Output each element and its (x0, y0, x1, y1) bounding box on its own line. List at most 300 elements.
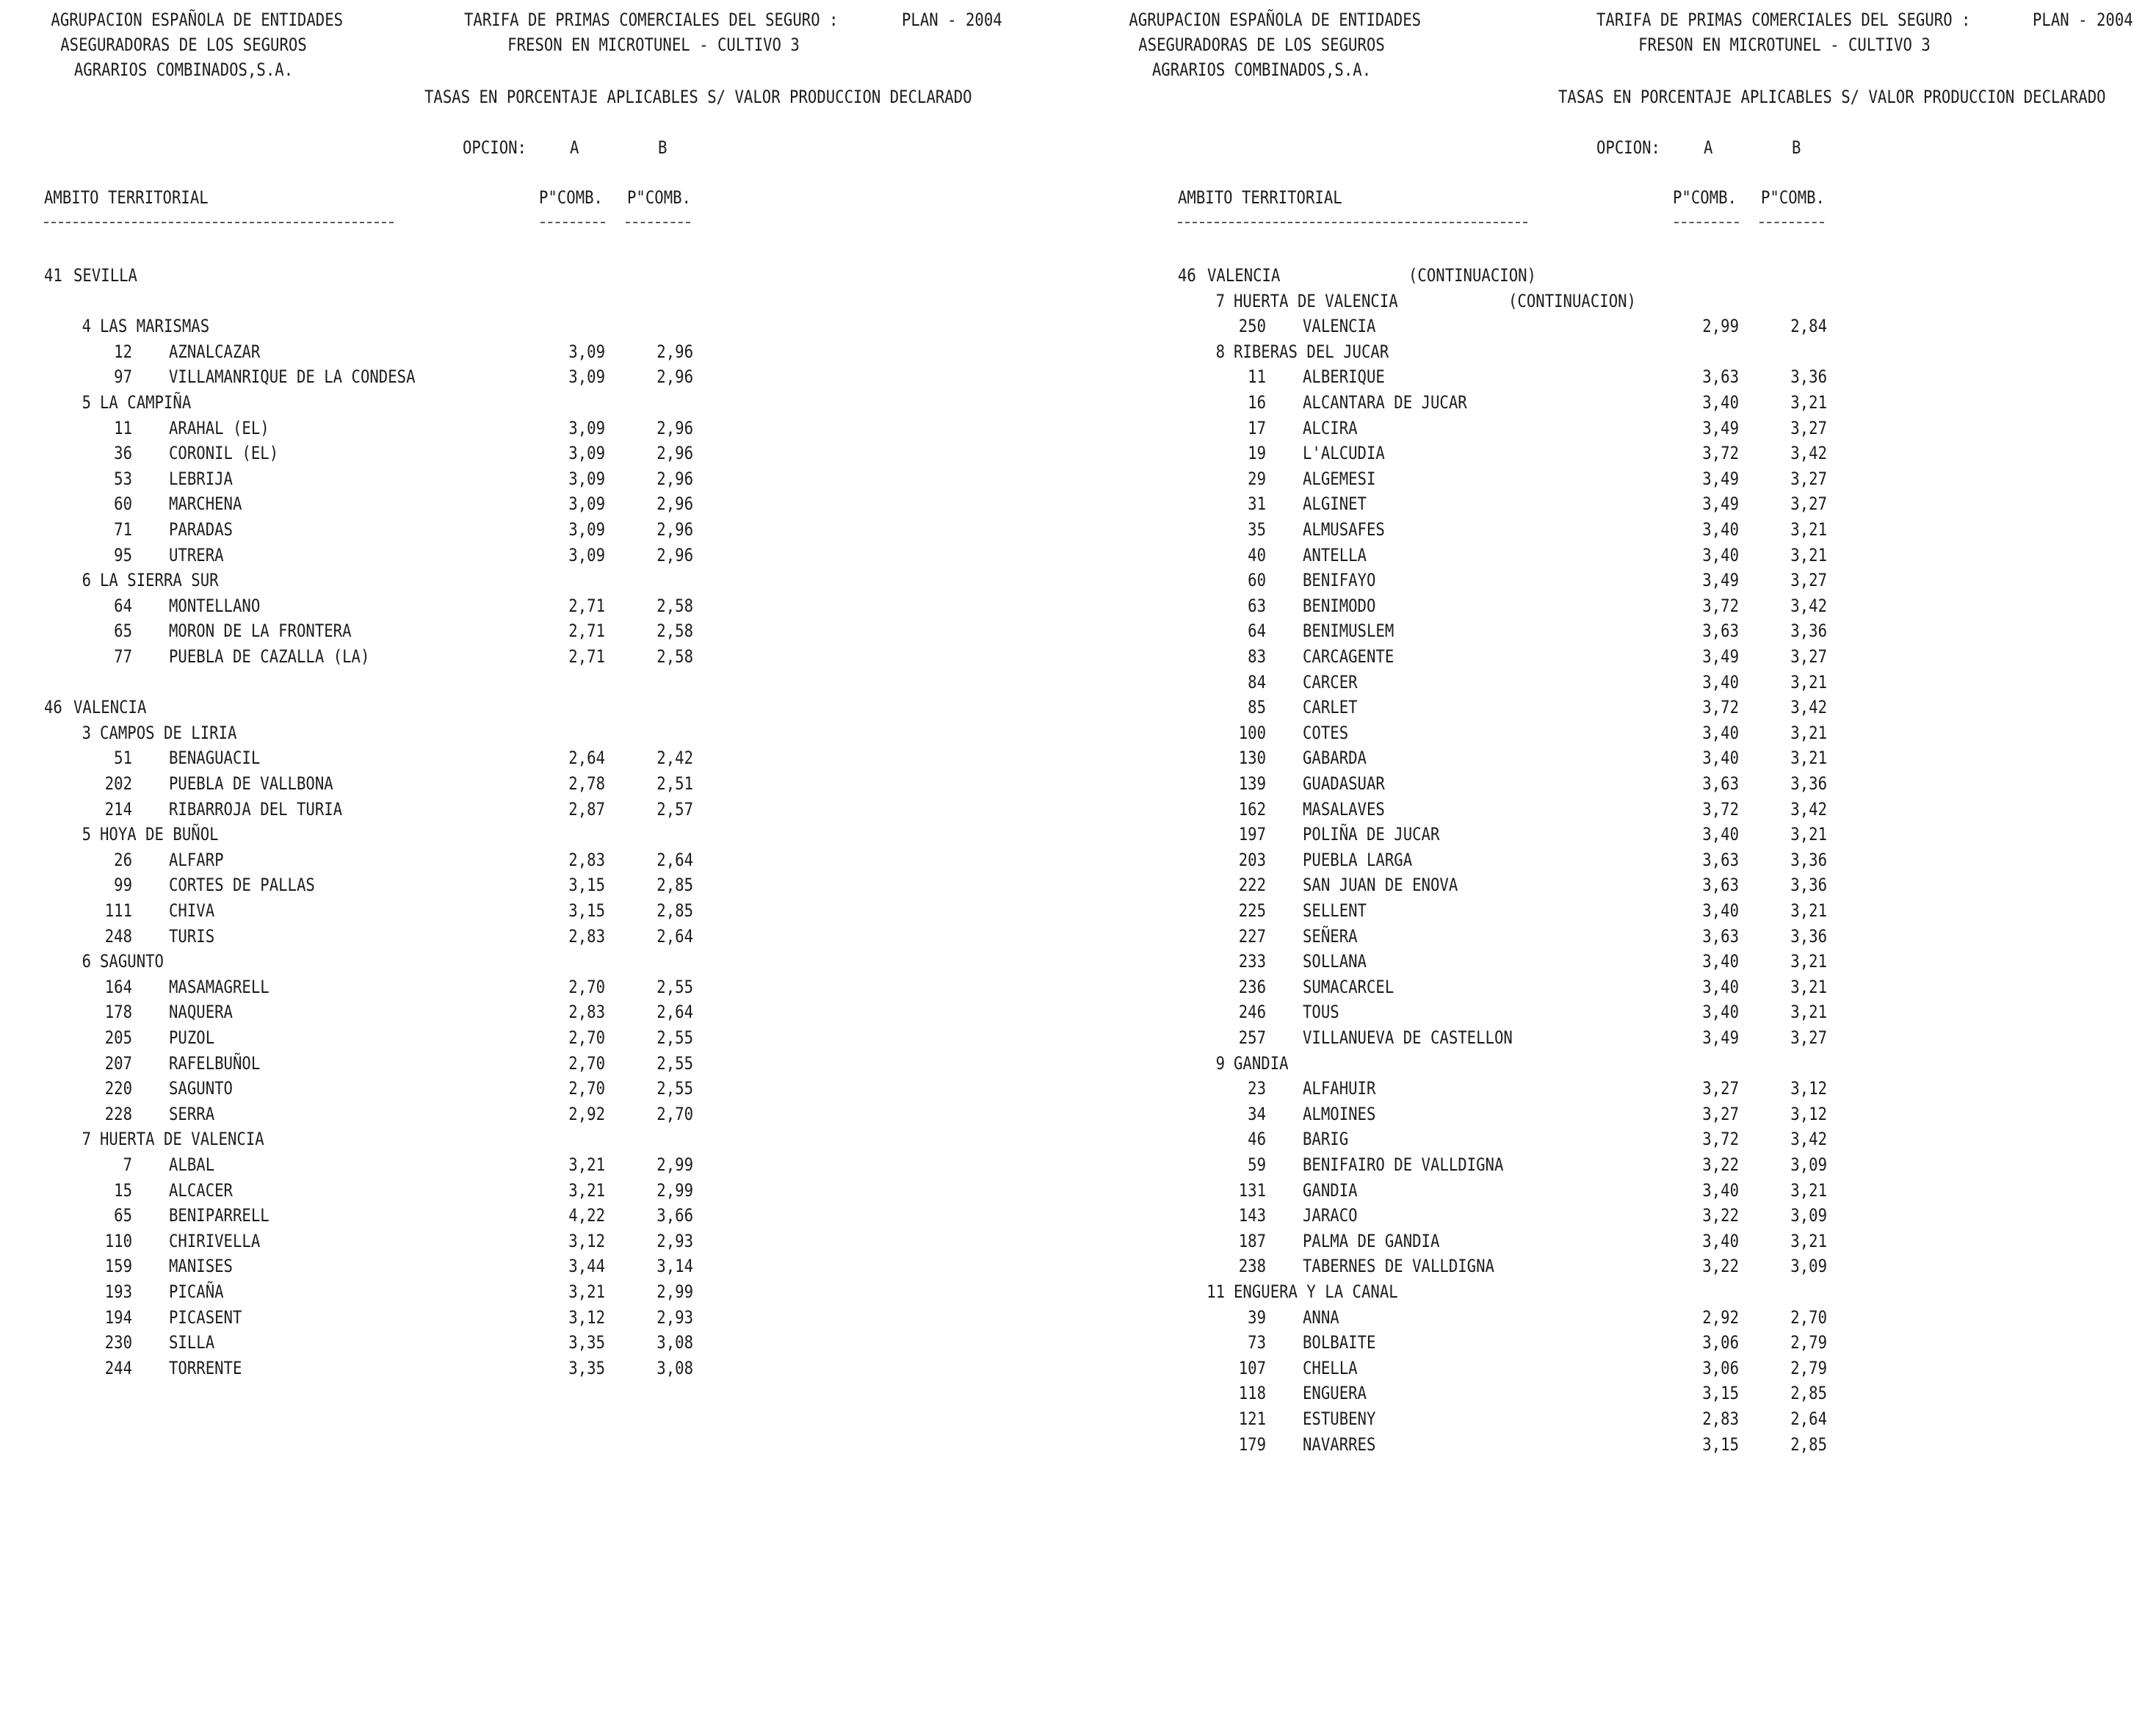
rate-option-b: 3,36 (1790, 875, 1827, 896)
municipality-name: MASAMAGRELL (169, 976, 270, 997)
municipality-name: TORRENTE (169, 1357, 242, 1378)
rate-option-b: 3,21 (1790, 951, 1827, 972)
rate-option-b: 2,85 (656, 900, 693, 921)
rate-option-b: 3,09 (1790, 1154, 1827, 1175)
municipality-name: JARACO (1303, 1205, 1358, 1226)
municipality-code: 11 (114, 417, 132, 438)
municipality-name: ALGINET (1303, 493, 1367, 515)
province-row (0, 263, 1078, 288)
municipality-code: 214 (104, 798, 132, 820)
table-row (0, 644, 1078, 669)
municipality-name: TURIS (169, 925, 215, 947)
comarca-row (0, 390, 1078, 415)
table-row (0, 1203, 1078, 1228)
municipality-name: GANDIA (1303, 1179, 1358, 1201)
rate-option-a: 2,83 (1702, 1409, 1739, 1429)
municipality-code: 29 (1248, 468, 1266, 489)
rate-option-a: 3,21 (568, 1154, 605, 1175)
municipality-code: 225 (1238, 900, 1266, 921)
municipality-code: 26 (114, 849, 132, 870)
rate-option-b: 2,99 (656, 1179, 693, 1201)
municipality-code: 39 (1248, 1306, 1266, 1328)
table-row (1078, 364, 2156, 389)
municipality-code: 77 (114, 646, 132, 667)
municipality-code: 250 (1238, 316, 1266, 337)
blank-line (0, 670, 1078, 695)
rate-option-a: 3,40 (1702, 1230, 1739, 1251)
plan-year: PLAN - 2004 (2033, 10, 2133, 30)
table-row (1078, 745, 2156, 770)
municipality-code: 65 (114, 621, 132, 642)
rate-option-a: 3,49 (1702, 493, 1739, 515)
org-name-line3: AGRARIOS COMBINADOS,S.A. (73, 59, 294, 80)
rate-option-b: 3,42 (1790, 798, 1827, 820)
municipality-code: 130 (1238, 748, 1266, 769)
table-row (0, 745, 1078, 770)
rate-option-b: 3,21 (1790, 900, 1827, 921)
table-row (1078, 644, 2156, 669)
rate-option-a: 3,15 (568, 900, 605, 921)
municipality-code: 222 (1238, 875, 1266, 896)
municipality-name: NAVARRES (1303, 1433, 1376, 1455)
rate-option-a: 3,40 (1702, 519, 1739, 540)
comarca-row (0, 720, 1078, 745)
comarca-row (1078, 1279, 2156, 1304)
table-row (1078, 1127, 2156, 1151)
continuation-note: (CONTINUACION) (1408, 265, 1536, 286)
municipality-code: 205 (104, 1027, 132, 1048)
rate-option-b: 2,79 (1790, 1332, 1827, 1353)
comarca-code: 3 (82, 722, 91, 743)
rate-option-b: 3,42 (1790, 697, 1827, 718)
rate-option-a: 3,63 (1702, 925, 1739, 947)
rate-option-a: 3,49 (1702, 417, 1739, 438)
rate-option-b: 3,21 (1790, 976, 1827, 997)
comarca-code: 4 (82, 316, 91, 337)
rate-option-a: 3,09 (568, 519, 605, 540)
rate-option-a: 3,40 (1702, 824, 1739, 845)
rate-option-a: 3,09 (568, 417, 605, 438)
table-row (0, 771, 1078, 796)
rate-option-a: 3,72 (1702, 697, 1739, 718)
municipality-name: PUZOL (169, 1027, 215, 1048)
rate-option-b: 3,21 (1790, 722, 1827, 743)
municipality-code: 159 (104, 1256, 132, 1277)
comarca-code: 6 (82, 951, 91, 972)
rate-option-b: 3,27 (1790, 646, 1827, 667)
blank-line (0, 289, 1078, 314)
municipality-code: 36 (114, 443, 132, 464)
rate-option-a: 3,63 (1702, 849, 1739, 870)
comarca-code: 8 (1215, 341, 1225, 362)
tarifa-title: TARIFA DE PRIMAS COMERCIALES DEL SEGURO : (464, 10, 839, 30)
municipality-name: MANISES (169, 1256, 233, 1277)
table-row (1078, 924, 2156, 949)
rate-option-a: 3,40 (1702, 722, 1739, 743)
municipality-name: GABARDA (1303, 748, 1367, 769)
municipality-code: 71 (114, 519, 132, 540)
municipality-code: 131 (1238, 1179, 1266, 1201)
column-b-header: P"COMB. (627, 187, 691, 208)
table-row (0, 1279, 1078, 1304)
table-row (1078, 314, 2156, 339)
table-row (0, 364, 1078, 389)
comarca-name: HOYA DE BUÑOL (100, 824, 219, 845)
table-row (0, 1076, 1078, 1101)
rate-option-b: 3,27 (1790, 570, 1827, 591)
municipality-code: 95 (114, 544, 132, 565)
municipality-name: ESTUBENY (1303, 1409, 1376, 1429)
table-row (1078, 593, 2156, 618)
comarca-row (1078, 289, 2156, 314)
municipality-name: MASALAVES (1303, 798, 1385, 820)
municipality-code: 65 (114, 1205, 132, 1226)
province-code: 46 (1178, 265, 1196, 286)
comarca-code: 7 (1215, 290, 1225, 311)
municipality-name: PALMA DE GANDIA (1303, 1230, 1440, 1251)
table-row (1078, 1152, 2156, 1177)
municipality-name: SOLLANA (1303, 951, 1367, 972)
rate-option-b: 3,21 (1790, 544, 1827, 565)
municipality-code: 34 (1248, 1103, 1266, 1124)
cultivo-subtitle: FRESON EN MICROTUNEL - CULTIVO 3 (1638, 35, 1931, 55)
rate-option-a: 2,70 (568, 976, 605, 997)
rate-option-b: 3,66 (656, 1205, 693, 1226)
municipality-name: GUADASUAR (1303, 773, 1385, 794)
opcion-b: B (658, 137, 668, 158)
table-row (1078, 1305, 2156, 1330)
rate-option-b: 2,85 (1790, 1383, 1827, 1404)
column-a-header: P"COMB. (1673, 187, 1737, 208)
column-a-header: P"COMB. (539, 187, 603, 208)
table-row (0, 466, 1078, 491)
comarca-name: CAMPOS DE LIRIA (100, 722, 237, 743)
municipality-code: 244 (104, 1357, 132, 1378)
table-row (0, 517, 1078, 542)
rate-option-b: 2,42 (656, 748, 693, 769)
table-row (0, 1330, 1078, 1355)
table-row (0, 898, 1078, 923)
rate-option-a: 3,63 (1702, 773, 1739, 794)
municipality-code: 110 (104, 1230, 132, 1251)
municipality-code: 248 (104, 925, 132, 947)
municipality-code: 35 (1248, 519, 1266, 540)
rate-option-b: 3,21 (1790, 748, 1827, 769)
table-row (1078, 1178, 2156, 1203)
table-row (0, 593, 1078, 618)
rate-option-b: 2,96 (656, 366, 693, 388)
municipality-code: 143 (1238, 1205, 1266, 1226)
rate-option-b: 2,85 (1790, 1433, 1827, 1455)
municipality-code: 162 (1238, 798, 1266, 820)
table-row (0, 339, 1078, 364)
rate-option-b: 3,08 (656, 1357, 693, 1378)
rate-option-b: 3,36 (1790, 366, 1827, 388)
rate-option-a: 2,92 (1702, 1306, 1739, 1328)
rate-option-b: 2,96 (656, 468, 693, 489)
municipality-code: 59 (1248, 1154, 1266, 1175)
table-row (1078, 1203, 2156, 1228)
table-row (1078, 1102, 2156, 1127)
rate-option-a: 3,27 (1702, 1103, 1739, 1124)
municipality-name: ALFAHUIR (1303, 1078, 1376, 1099)
table-row (1078, 1025, 2156, 1050)
rate-option-b: 3,08 (656, 1332, 693, 1353)
municipality-name: PICASENT (169, 1306, 242, 1328)
municipality-code: 73 (1248, 1332, 1266, 1353)
table-row (1078, 771, 2156, 796)
table-row (1078, 568, 2156, 593)
table-row (1078, 1406, 2156, 1431)
municipality-code: 60 (1248, 570, 1266, 591)
municipality-name: VILLANUEVA DE CASTELLON (1303, 1027, 1513, 1048)
rate-option-a: 3,12 (568, 1230, 605, 1251)
rate-option-a: 3,40 (1702, 671, 1739, 693)
rate-option-a: 3,22 (1702, 1256, 1739, 1277)
rate-option-b: 3,21 (1790, 824, 1827, 845)
municipality-code: 31 (1248, 493, 1266, 515)
org-name-line1: AGRUPACION ESPAÑOLA DE ENTIDADES (51, 10, 344, 30)
municipality-name: ALBERIQUE (1303, 366, 1385, 388)
rate-option-a: 2,70 (568, 1078, 605, 1099)
municipality-name: PUEBLA DE CAZALLA (LA) (169, 646, 370, 667)
table-row (0, 1051, 1078, 1076)
province-name: VALENCIA (73, 697, 147, 718)
municipality-code: 227 (1238, 925, 1266, 947)
province-code: 46 (44, 697, 62, 718)
table-row (1078, 543, 2156, 568)
plan-year: PLAN - 2004 (902, 10, 1002, 30)
rate-option-b: 3,21 (1790, 671, 1827, 693)
rate-option-a: 3,40 (1702, 748, 1739, 769)
municipality-code: 64 (114, 595, 132, 616)
municipality-name: PUEBLA DE VALLBONA (169, 773, 333, 794)
municipality-name: SEÑERA (1303, 925, 1358, 947)
municipality-name: AZNALCAZAR (169, 341, 261, 362)
table-row (1078, 416, 2156, 441)
rate-option-b: 2,93 (656, 1230, 693, 1251)
municipality-name: SILLA (169, 1332, 215, 1353)
table-row (0, 924, 1078, 949)
comarca-name: GANDIA (1234, 1052, 1289, 1074)
municipality-code: 238 (1238, 1256, 1266, 1277)
municipality-code: 99 (114, 875, 132, 896)
municipality-name: ALMOINES (1303, 1103, 1376, 1124)
comarca-code: 7 (82, 1129, 91, 1150)
org-name-line3: AGRARIOS COMBINADOS,S.A. (1151, 59, 1372, 80)
rate-option-b: 3,12 (1790, 1103, 1827, 1124)
rate-option-a: 3,09 (568, 468, 605, 489)
rate-option-a: 3,40 (1702, 392, 1739, 413)
table-row (1078, 822, 2156, 847)
municipality-code: 40 (1248, 544, 1266, 565)
municipality-name: CARLET (1303, 697, 1358, 718)
municipality-name: VILLAMANRIQUE DE LA CONDESA (169, 366, 416, 388)
municipality-code: 233 (1238, 951, 1266, 972)
rate-option-a: 3,12 (568, 1306, 605, 1328)
table-row (0, 872, 1078, 897)
municipality-code: 230 (104, 1332, 132, 1353)
table-row (1078, 797, 2156, 822)
municipality-name: POLIÑA DE JUCAR (1303, 824, 1440, 845)
municipality-code: 51 (114, 748, 132, 769)
column-b-header: P"COMB. (1761, 187, 1825, 208)
rate-option-a: 3,40 (1702, 1002, 1739, 1023)
table-row (1078, 872, 2156, 897)
municipality-name: RAFELBUÑOL (169, 1052, 261, 1074)
table-row (0, 543, 1078, 568)
municipality-code: 85 (1248, 697, 1266, 718)
rate-option-b: 2,96 (656, 519, 693, 540)
municipality-name: ALCIRA (1303, 417, 1358, 438)
rate-option-a: 3,21 (568, 1179, 605, 1201)
table-row (1078, 1254, 2156, 1279)
table-row (1078, 695, 2156, 720)
rate-option-a: 3,63 (1702, 621, 1739, 642)
table-row (0, 618, 1078, 643)
table-row (1078, 1432, 2156, 1457)
cultivo-subtitle: FRESON EN MICROTUNEL - CULTIVO 3 (507, 35, 800, 55)
table-row (1078, 898, 2156, 923)
municipality-name: CARCER (1303, 671, 1358, 693)
municipality-name: CHIRIVELLA (169, 1230, 261, 1251)
municipality-code: 178 (104, 1002, 132, 1023)
municipality-code: 202 (104, 773, 132, 794)
comarca-name: LA SIERRA SUR (100, 570, 219, 591)
rate-option-a: 3,40 (1702, 951, 1739, 972)
municipality-name: BOLBAITE (1303, 1332, 1376, 1353)
rate-option-a: 4,22 (568, 1205, 605, 1226)
municipality-name: ALCACER (169, 1179, 233, 1201)
rate-option-a: 3,09 (568, 493, 605, 515)
rate-option-b: 2,55 (656, 1027, 693, 1048)
rate-option-b: 2,96 (656, 417, 693, 438)
opcion-a: A (1704, 137, 1713, 158)
org-name-line1: AGRUPACION ESPAÑOLA DE ENTIDADES (1129, 10, 1422, 30)
table-row (1078, 1229, 2156, 1254)
municipality-name: TOUS (1303, 1002, 1339, 1023)
municipality-name: BARIG (1303, 1129, 1349, 1150)
rate-option-a: 2,78 (568, 773, 605, 794)
rate-option-b: 2,57 (656, 798, 693, 820)
municipality-code: 53 (114, 468, 132, 489)
comarca-row (0, 949, 1078, 974)
municipality-code: 111 (104, 900, 132, 921)
table-row (0, 1254, 1078, 1279)
municipality-code: 63 (1248, 595, 1266, 616)
municipality-code: 84 (1248, 671, 1266, 693)
table-row (1078, 999, 2156, 1024)
municipality-name: MARCHENA (169, 493, 242, 515)
comarca-code: 9 (1215, 1052, 1225, 1074)
rate-option-b: 3,21 (1790, 392, 1827, 413)
table-row (1078, 1381, 2156, 1406)
municipality-code: 194 (104, 1306, 132, 1328)
rate-option-a: 3,09 (568, 443, 605, 464)
municipality-name: CORONIL (EL) (169, 443, 279, 464)
municipality-name: RIBARROJA DEL TURIA (169, 798, 343, 820)
municipality-name: SELLENT (1303, 900, 1367, 921)
rate-option-b: 3,21 (1790, 519, 1827, 540)
rate-option-b: 3,27 (1790, 417, 1827, 438)
rate-option-b: 2,96 (656, 544, 693, 565)
comarca-code: 11 (1207, 1281, 1225, 1302)
rate-option-b: 3,27 (1790, 468, 1827, 489)
municipality-code: 193 (104, 1281, 132, 1302)
rate-option-a: 3,40 (1702, 1179, 1739, 1201)
comarca-name: HUERTA DE VALENCIA (100, 1129, 264, 1150)
municipality-code: 11 (1248, 366, 1266, 388)
comarca-name: LAS MARISMAS (100, 316, 210, 337)
tarifa-title: TARIFA DE PRIMAS COMERCIALES DEL SEGURO : (1596, 10, 1971, 30)
rate-option-a: 2,71 (568, 621, 605, 642)
rate-option-a: 3,09 (568, 366, 605, 388)
table-row (0, 1178, 1078, 1203)
rate-option-b: 3,27 (1790, 493, 1827, 515)
municipality-code: 100 (1238, 722, 1266, 743)
rate-option-a: 3,72 (1702, 798, 1739, 820)
header-rule-b (1759, 222, 1824, 223)
municipality-code: 179 (1238, 1433, 1266, 1455)
table-row (1078, 847, 2156, 872)
municipality-code: 64 (1248, 621, 1266, 642)
comarca-code: 5 (82, 392, 91, 413)
rate-option-b: 2,96 (656, 493, 693, 515)
rate-option-b: 2,85 (656, 875, 693, 896)
table-row (1078, 618, 2156, 643)
rate-option-b: 3,14 (656, 1256, 693, 1277)
rate-option-b: 2,84 (1790, 316, 1827, 337)
table-row (1078, 390, 2156, 415)
municipality-name: ALFARP (169, 849, 224, 870)
table-row (1078, 517, 2156, 542)
municipality-name: SUMACARCEL (1303, 976, 1394, 997)
comarca-name: ENGUERA Y LA CANAL (1234, 1281, 1398, 1302)
municipality-name: CHELLA (1303, 1357, 1358, 1378)
municipality-code: 107 (1238, 1357, 1266, 1378)
table-row (0, 491, 1078, 516)
municipality-name: COTES (1303, 722, 1349, 743)
municipality-name: CARCAGENTE (1303, 646, 1394, 667)
municipality-code: 17 (1248, 417, 1266, 438)
header-rule-ambito (44, 222, 394, 223)
rate-option-a: 3,49 (1702, 570, 1739, 591)
opcion-label: OPCION: (1596, 137, 1660, 158)
municipality-name: LEBRIJA (169, 468, 233, 489)
rate-option-a: 3,49 (1702, 468, 1739, 489)
municipality-name: L'ALCUDIA (1303, 443, 1385, 464)
table-row (0, 1152, 1078, 1177)
municipality-code: 97 (114, 366, 132, 388)
comarca-code: 5 (82, 824, 91, 845)
comarca-row (0, 1127, 1078, 1151)
tasas-line: TASAS EN PORCENTAJE APLICABLES S/ VALOR PRODUCCION DECLARADO (424, 87, 972, 107)
table-row (0, 974, 1078, 999)
rate-option-b: 2,99 (656, 1281, 693, 1302)
municipality-name: NAQUERA (169, 1002, 233, 1023)
municipality-name: VALENCIA (1303, 316, 1376, 337)
rate-option-a: 2,71 (568, 595, 605, 616)
table-row (0, 1356, 1078, 1381)
rate-option-a: 3,49 (1702, 1027, 1739, 1048)
province-code: 41 (44, 265, 62, 286)
rate-option-b: 3,12 (1790, 1078, 1827, 1099)
rate-option-b: 2,70 (1790, 1306, 1827, 1328)
rate-option-a: 3,15 (1702, 1383, 1739, 1404)
rate-option-a: 3,72 (1702, 595, 1739, 616)
rate-option-a: 3,35 (568, 1357, 605, 1378)
rate-option-a: 3,40 (1702, 900, 1739, 921)
